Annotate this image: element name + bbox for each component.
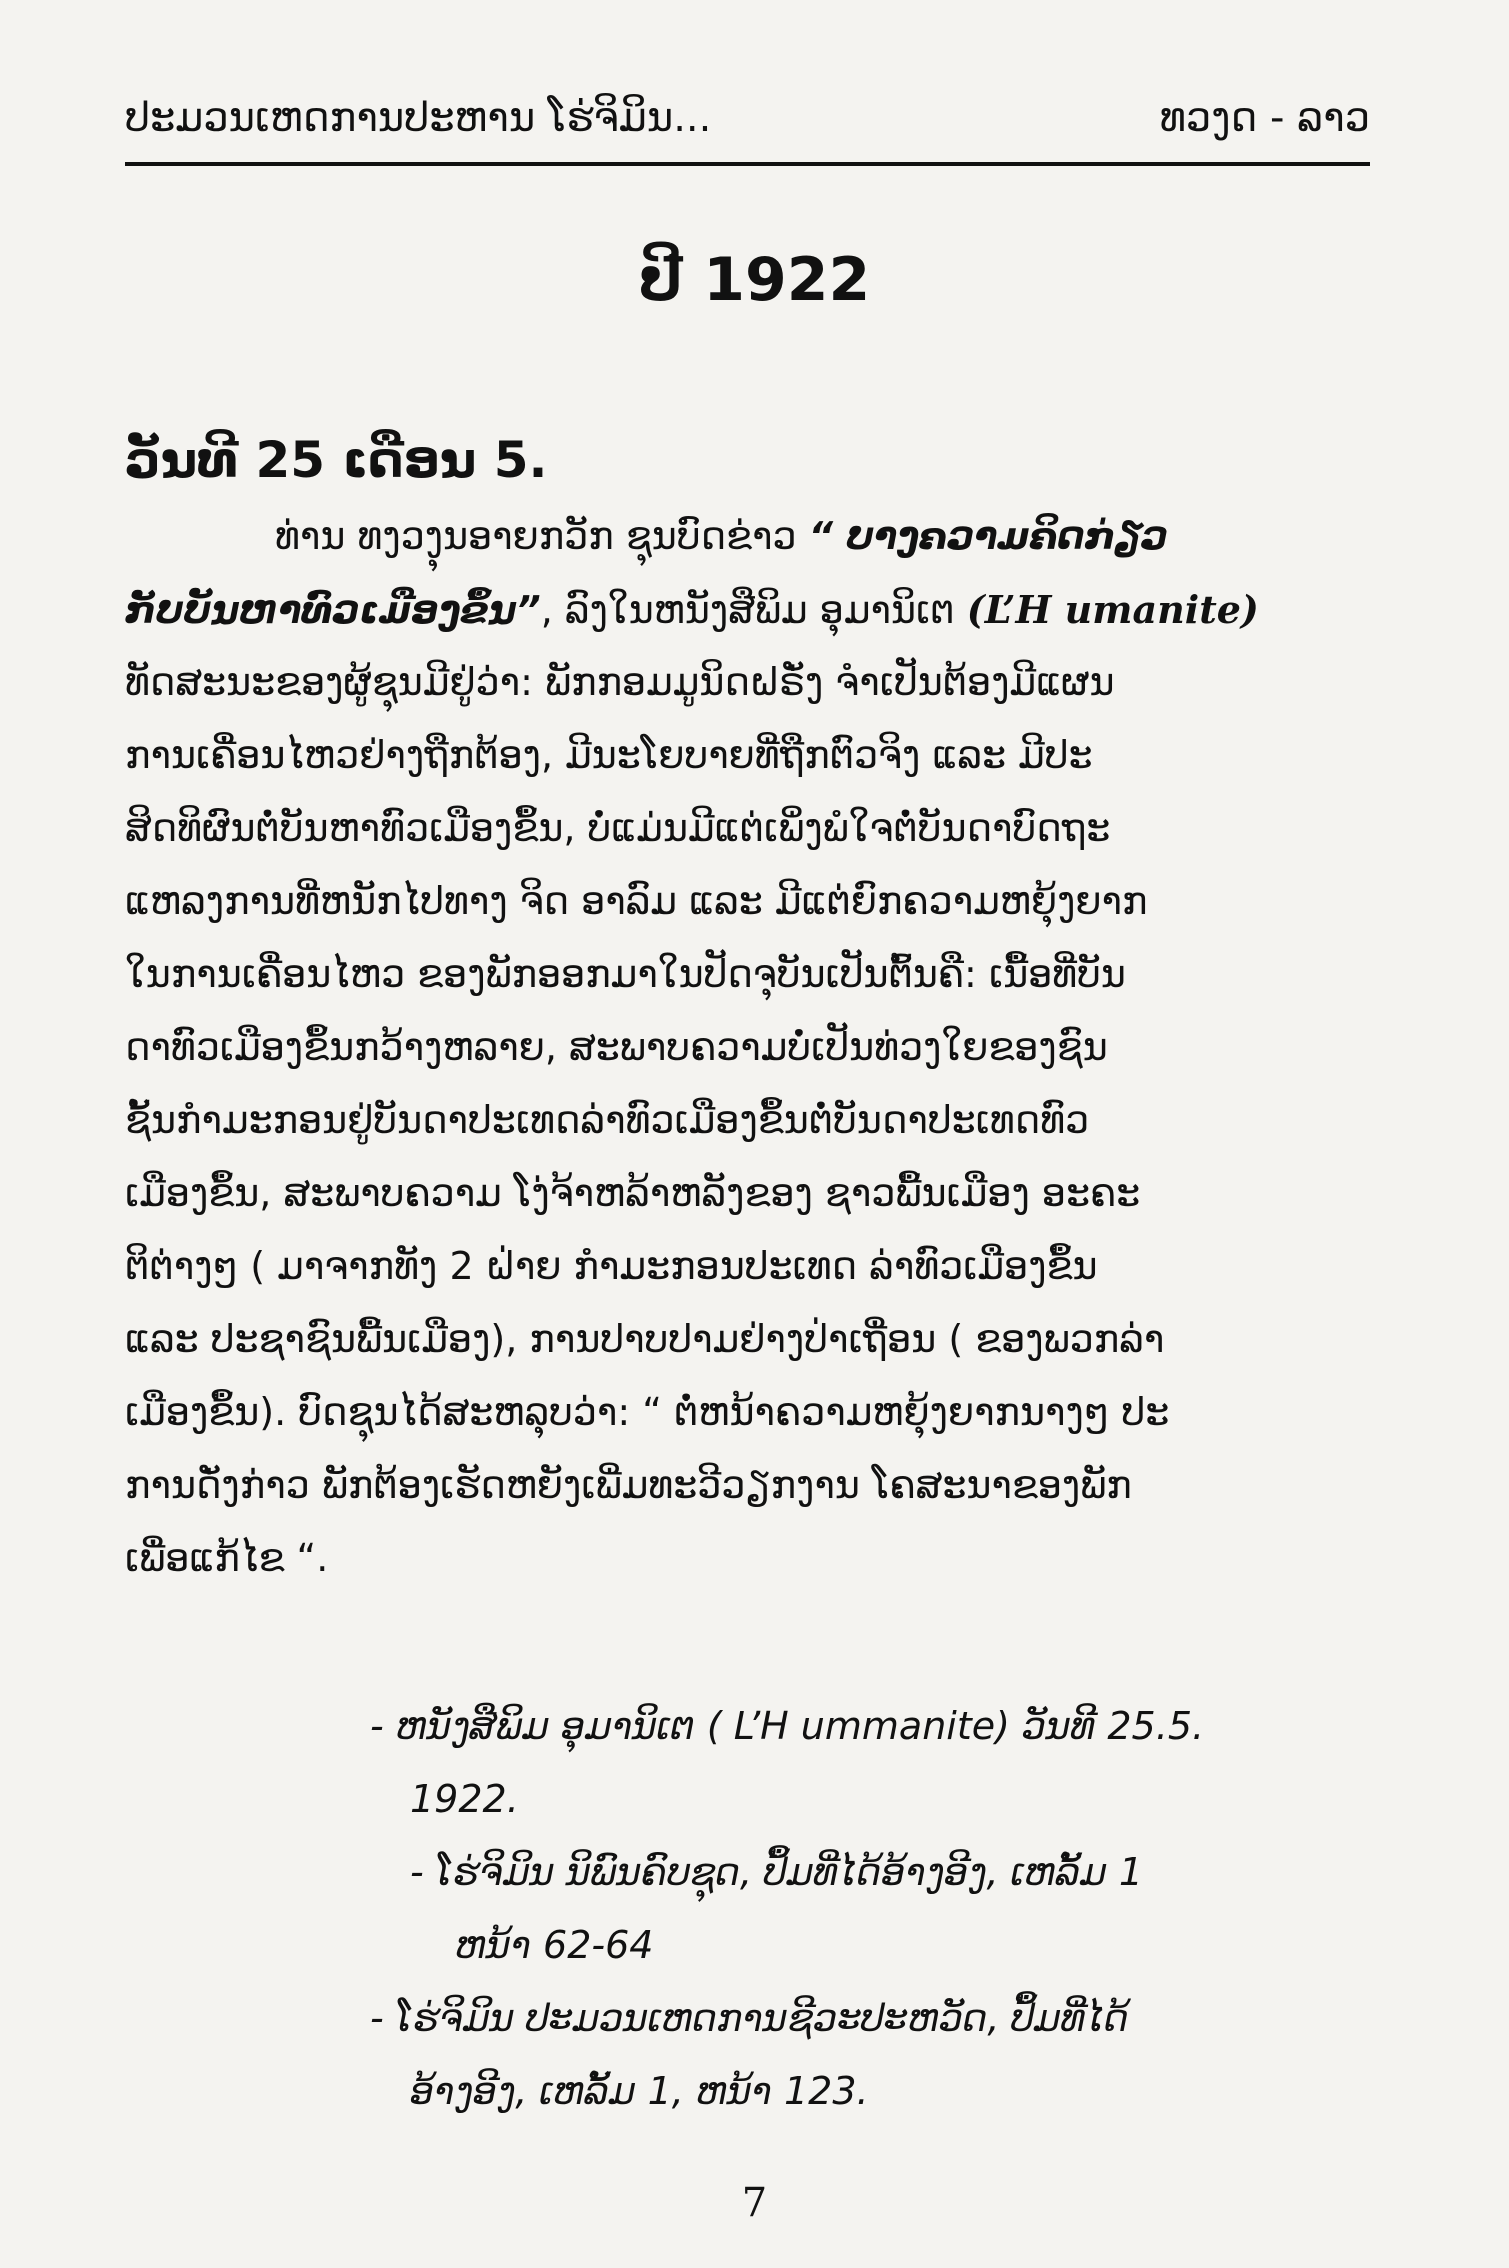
newspaper-name: (L’H umanite) bbox=[966, 587, 1259, 632]
body-line: ສິດທິຜົນຕໍ່ບັນຫາທົວເມືອງຂຶ້ນ, ບໍ່ແມ່ນມີແຕ່ເພິ່ງພໍໃຈຕໍ່ບັນດາບົດຖະ bbox=[125, 806, 1111, 850]
body-line: ເພື່ອແກ້ໄຂ “. bbox=[125, 1536, 329, 1580]
page-number: 7 bbox=[741, 2180, 768, 2226]
body-text-segment: ທ່ານ ທງວງຸນອາຍກວັກ ຊຸນບົດຂ່າວ bbox=[275, 514, 809, 558]
body-line: ໃນການເຄື່ອນໄຫວ ຂອງພັກອອກມາໃນປັດຈຸບັນເປັນຕົ້ນຄື: ເນື້ອທີ່ບັນ bbox=[125, 952, 1126, 996]
article-title-part: ກັບບັນຫາທົວເມືອງຂຶ້ນ” bbox=[125, 588, 541, 632]
body-line: ຊັ້ນກຳມະກອນຢູ່ບັນດາປະເທດລ່າທົວເມືອງຂຶ້ນຕໍ່ບັນດາປະເທດທົວ bbox=[125, 1098, 1090, 1142]
header-author: ທວງດ - ລາວ bbox=[1159, 95, 1370, 141]
date-heading: ວັນທີ 25 ເດືອນ 5. bbox=[125, 431, 548, 489]
reference-2-cont: ຫນ້າ 62-64 bbox=[455, 1923, 654, 1967]
body-line: ແລະ ປະຊາຊົນພື້ນເມືອງ), ການປາບປາມຢ່າງປ່າເຖື່ອນ ( ຂອງພວກລ່າ bbox=[125, 1317, 1165, 1361]
body-line bbox=[125, 500, 1370, 573]
body-line: ເມືອງຂຶ້ນ, ສະພາບຄວາມ ໂງ່ຈ້າຫລ້າຫລັງຂອງ ຊາວພື້ນເມືອງ ອະຄະ bbox=[125, 1171, 1141, 1215]
running-header bbox=[125, 82, 1370, 166]
article-title-part: “ ບາງຄວາມຄິດກ່ຽວ bbox=[808, 514, 1169, 558]
reference-2: - ໂຮ່ຈິມິນ ນິພົນຄົບຊຸດ, ປຶ້ມທີ່ໄດ້ອ້າງອີງ, ເຫລັ້ມ 1 bbox=[410, 1850, 1144, 1894]
reference-1-cont: 1922. bbox=[410, 1777, 519, 1821]
references bbox=[370, 1690, 1370, 2128]
body-line: ດາທົວເມືອງຂຶ້ນກວ້າງຫລາຍ, ສະພາບຄວາມບໍ່ເປັນທ່ວງໃຍຂອງຊົນ bbox=[125, 1025, 1108, 1069]
reference-3-cont: ອ້າງອີງ, ເຫລັ້ມ 1, ຫນ້າ 123. bbox=[410, 2069, 869, 2113]
body-line: ການເຄື່ອນໄຫວຢ່າງຖືກຕ້ອງ, ມີນະໂຍບາຍທີ່ຖືກຕົວຈິງ ແລະ ມີປະ bbox=[125, 733, 1093, 777]
body-paragraph bbox=[125, 500, 1370, 1595]
body-line: ແຫລງການທີ່ຫນັກໄປທາງ ຈິດ ອາລົມ ແລະ ມີແຕ່ຍົກຄວາມຫຍຸ້ງຍາກ bbox=[125, 879, 1148, 923]
header-title: ປະມວນເຫດການປະຫານ ໂຮ່ຈິມິນ... bbox=[125, 95, 712, 141]
reference-1: - ຫນັງສືພິມ ອຸມານິເຕ ( L’H ummanite) ວັນທີ 25.5. bbox=[370, 1704, 1205, 1748]
body-text-segment: , ລົງໃນຫນັງສືພິມ ອຸມານິເຕ bbox=[540, 588, 967, 632]
body-line: ເມືອງຂຶ້ນ). ບົດຊຸນໄດ້ສະຫລຸບວ່າ: “ ຕໍ່ຫນ້າຄວາມຫຍຸ້ງຍາກນາງໆ ປະ bbox=[125, 1390, 1170, 1434]
year-heading: ປີ 1922 bbox=[638, 245, 871, 315]
body-line bbox=[125, 573, 1370, 646]
body-line: ຕິຕ່າງໆ ( ມາຈາກທັງ 2 ຝ່າຍ ກຳມະກອນປະເທດ ລ່າທົວເມືອງຂຶ້ນ bbox=[125, 1244, 1098, 1288]
reference-3: - ໂຮ່ຈິມິນ ປະມວນເຫດການຊີວະປະຫວັດ, ປຶ້ມທີ່ໄດ້ bbox=[370, 1996, 1129, 2040]
body-line: ການດັ່ງກ່າວ ພັກຕ້ອງເຮັດຫຍັງເພີ່ມທະວີວຽກງານ ໂຄສະນາຂອງພັກ bbox=[125, 1463, 1132, 1507]
body-line: ທັດສະນະຂອງຜູ້ຊຸນມີຢູ່ວ່າ: ພັກກອມມູນິດຝຣັ່ງ ຈຳເປັນຕ້ອງມີແຜນ bbox=[125, 660, 1115, 704]
